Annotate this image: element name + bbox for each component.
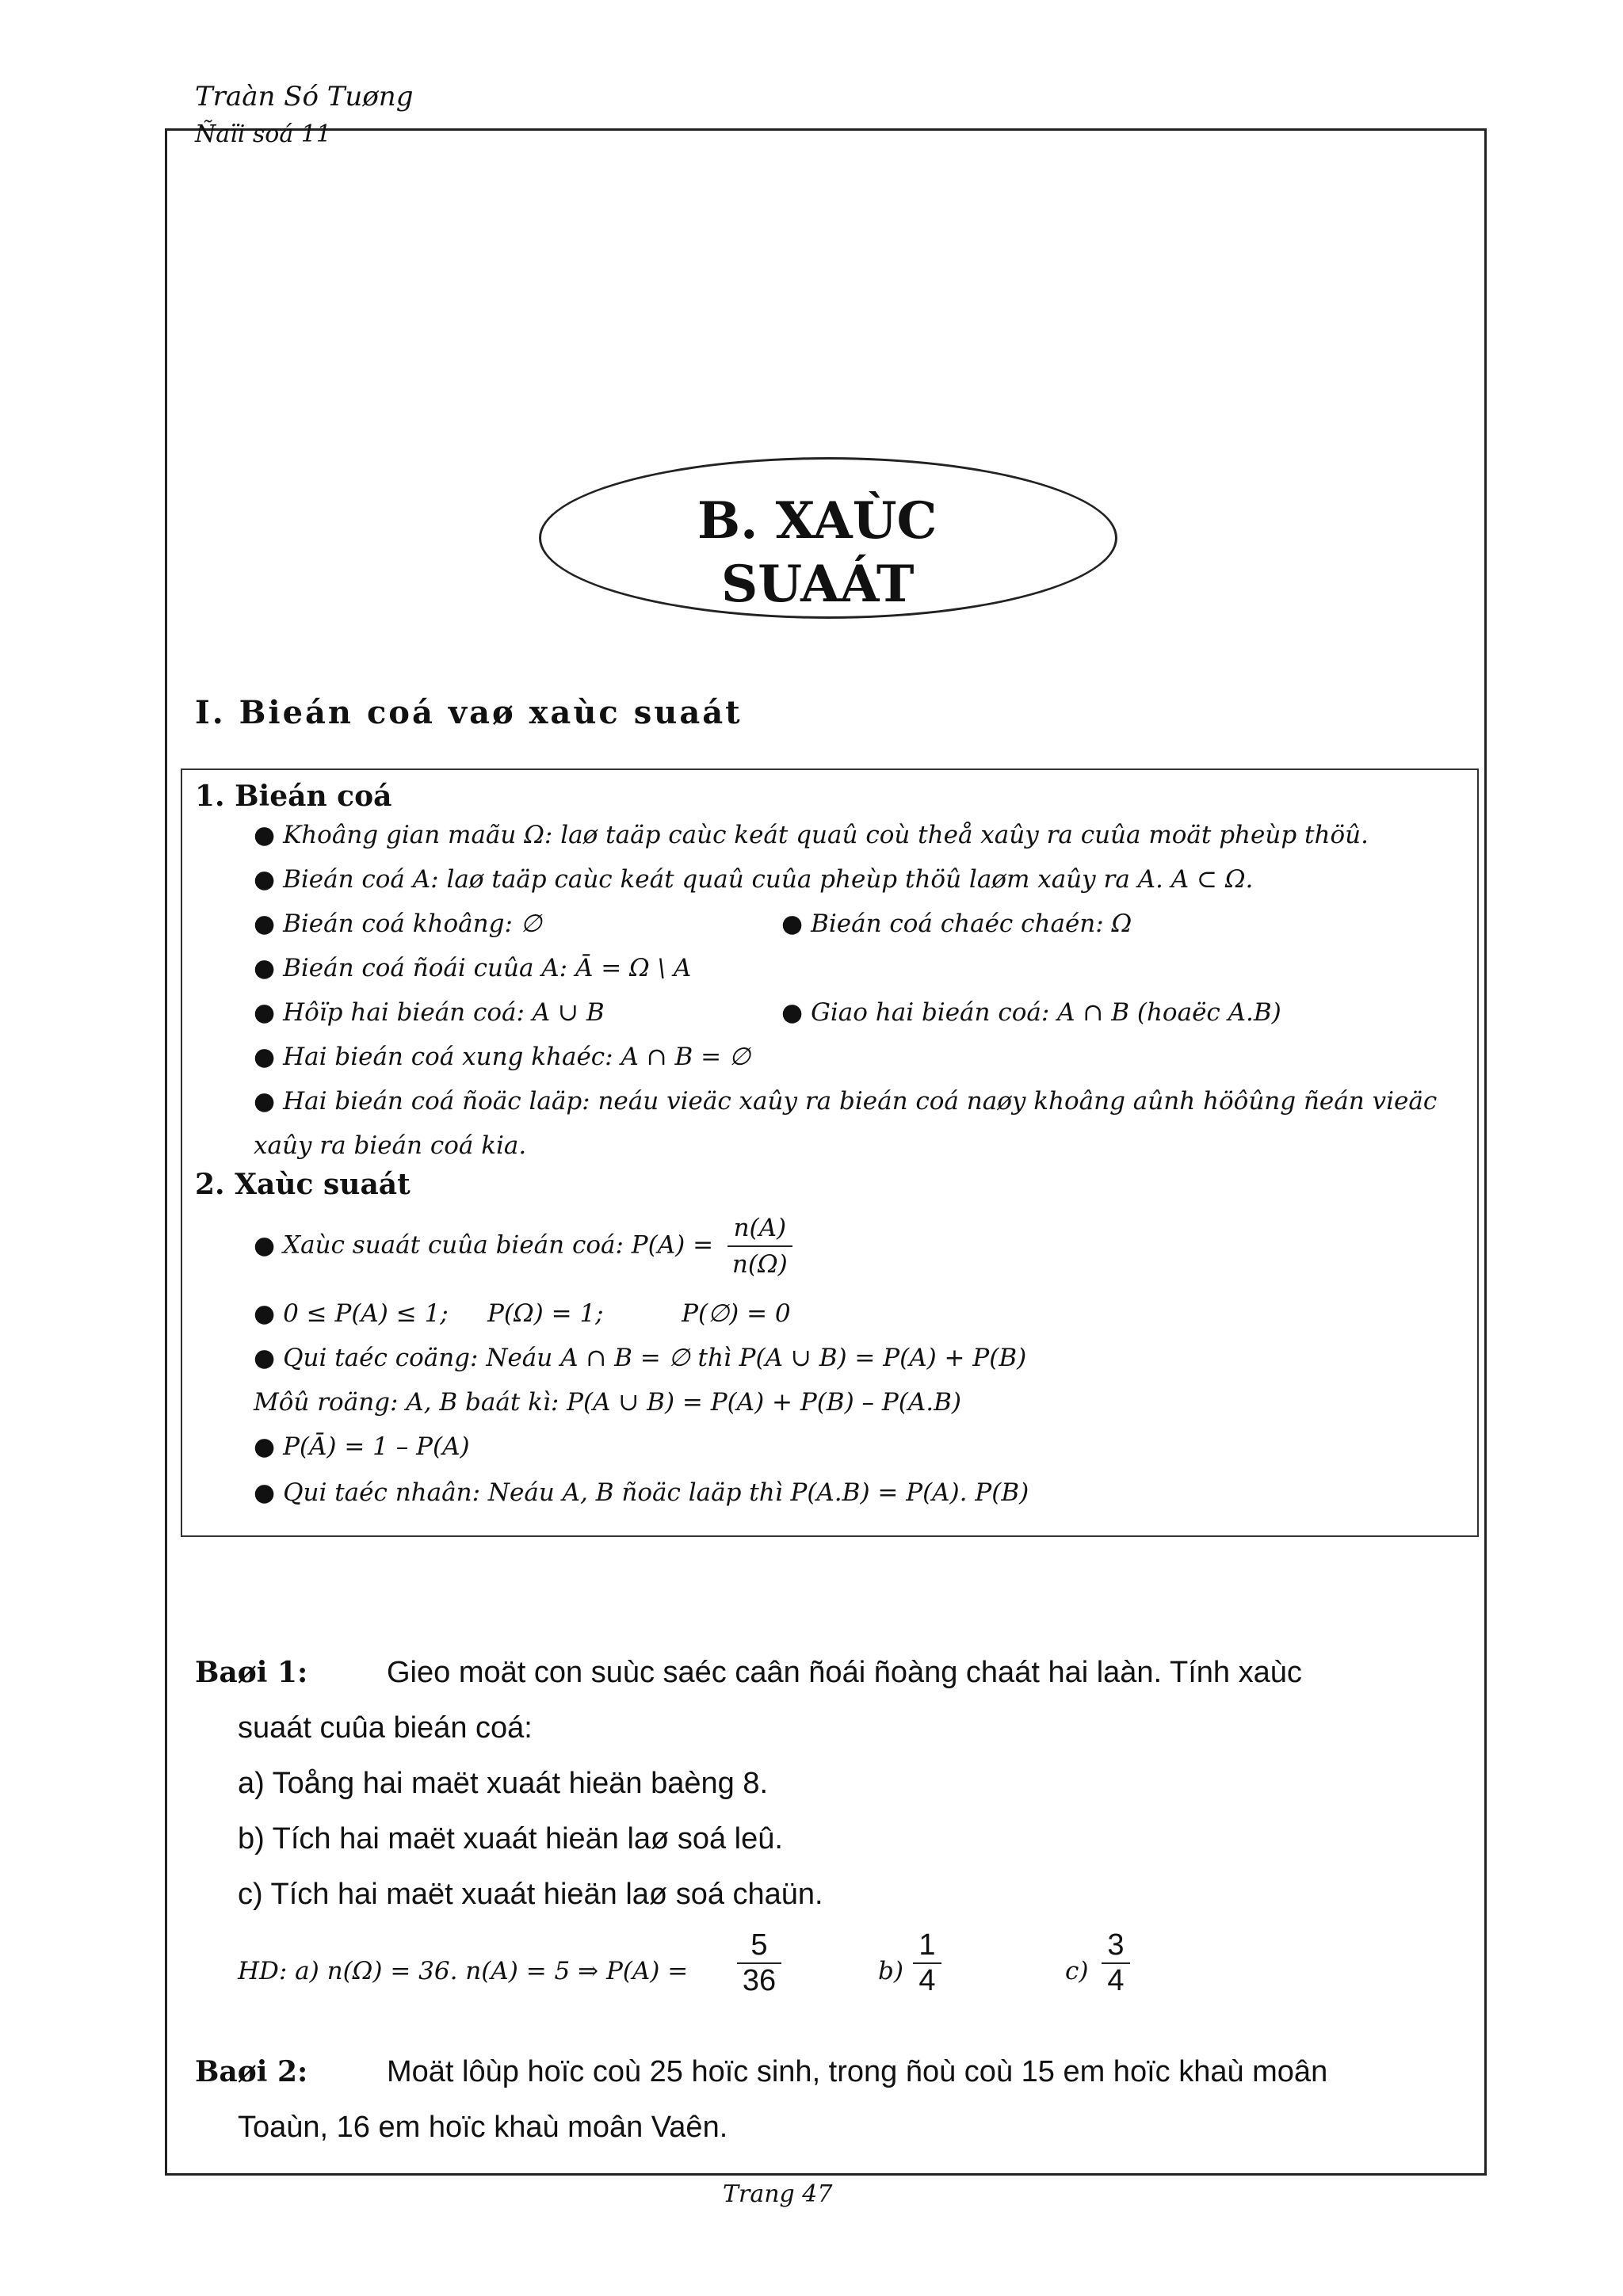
probability-fraction: $\frac{n(A)}{n(\Omega)}$ — [727, 1214, 792, 1279]
exercise-1-text-line-2: suaát cuûa bieán coá: — [238, 1711, 533, 1745]
item-union: ● Hôïp hai bieán coá: A ∪ B — [254, 998, 605, 1027]
header-subject: Ñaïi soá 11 — [195, 120, 331, 148]
answer-b-fraction: $\frac{1}{4}$ — [913, 1928, 941, 1998]
subheading-probability: 2. Xaùc suaát — [195, 1168, 411, 1201]
answer-c-label: c) — [1065, 1957, 1089, 1985]
item-probability-properties: ● 0 ≤ P(A) ≤ 1; P(Ω) = 1; P(∅) = 0 — [254, 1299, 791, 1328]
item-intersection: ● Giao hai bieán coá: A ∩ B (hoaëc A.B) — [781, 998, 1281, 1027]
item-complement-event: ● Bieán coá ñoái cuûa A: Ā = Ω \ A — [254, 954, 692, 982]
item-multiplication-rule: ● Qui taéc nhaân: Neáu A, B ñoäc laäp thì P(A.B) = P(A). P(B) — [254, 1478, 1029, 1507]
page-title-line-1: B. XAÙC — [697, 491, 938, 551]
item-sample-space: ● Khoâng gian maãu Ω: laø taäp caùc keát quaû coù theå xaûy ra cuûa moät pheùp thöû. — [254, 821, 1369, 849]
exercise-1-text-line-1: Gieo moät con suùc saéc caân ñoái ñoàng chaát hai laàn. Tính xaùc — [387, 1656, 1302, 1689]
page-title-line-2: SUAÁT — [721, 555, 915, 614]
exercise-2-label: Baøi 2: — [195, 2055, 308, 2088]
item-certain-event: ● Bieán coá chaéc chaén: Ω — [781, 910, 1132, 938]
answer-c-fraction: $\frac{3}{4}$ — [1102, 1928, 1130, 1998]
exercise-1-label: Baøi 1: — [195, 1656, 308, 1689]
exercise-2-text-line-1: Moät lôùp hoïc coù 25 hoïc sinh, trong ñoù coù 15 em hoïc khaù moân — [387, 2055, 1328, 2088]
item-mutually-exclusive: ● Hai bieán coá xung khaéc: A ∩ B = ∅ — [254, 1043, 751, 1071]
page-number: Trang 47 — [723, 2180, 833, 2208]
exercise-1-item-a: a) Toång hai maët xuaát hieän baèng 8. — [238, 1767, 769, 1800]
answer-a-fraction: $\frac{5}{36}$ — [737, 1928, 781, 1998]
exercise-1-item-b: b) Tích hai maët xuaát hieän laø soá leû. — [238, 1822, 783, 1855]
header-author: Traàn Só Tuøng — [195, 81, 414, 113]
item-complement-probability: ● P(Ā) = 1 – P(A) — [254, 1432, 470, 1461]
subheading-events: 1. Bieán coá — [195, 780, 392, 813]
item-event: ● Bieán coá A: laø taäp caùc keát quaû cuûa pheùp thöû laøm xaûy ra A. A ⊂ Ω. — [254, 865, 1254, 894]
item-impossible-event: ● Bieán coá khoâng: ∅ — [254, 910, 542, 938]
section-heading: I. Bieán coá vaø xaùc suaát — [195, 694, 743, 731]
exercise-2-text-line-2: Toaùn, 16 em hoïc khaù moân Vaên. — [238, 2111, 728, 2144]
exercise-1-answer: HD: a) n(Ω) = 36. n(A) = 5 ⇒ P(A) = — [238, 1957, 689, 1985]
exercise-1-item-c: c) Tích hai maët xuaát hieän laø soá chaün. — [238, 1878, 823, 1911]
item-independent: ● Hai bieán coá ñoäc laäp: neáu vieäc xaûy ra bieán coá naøy khoâng aûnh höôûng ñeán vieäc xaûy ra bieán coá kia. — [254, 1087, 1438, 1160]
item-addition-rule: ● Qui taéc coäng: Neáu A ∩ B = ∅ thì P(A ∪ B) = P(A) + P(B) — [254, 1344, 1027, 1372]
item-probability-definition: ● Xaùc suaát cuûa bieán coá: P(A) = $\frac{n(A)}{n(\Omega)}$ — [254, 1214, 792, 1279]
answer-b-label: b) — [878, 1957, 903, 1985]
item-addition-rule-extended: Môû roäng: A, B baát kì: P(A ∪ B) = P(A) + P(B) – P(A.B) — [254, 1388, 961, 1417]
